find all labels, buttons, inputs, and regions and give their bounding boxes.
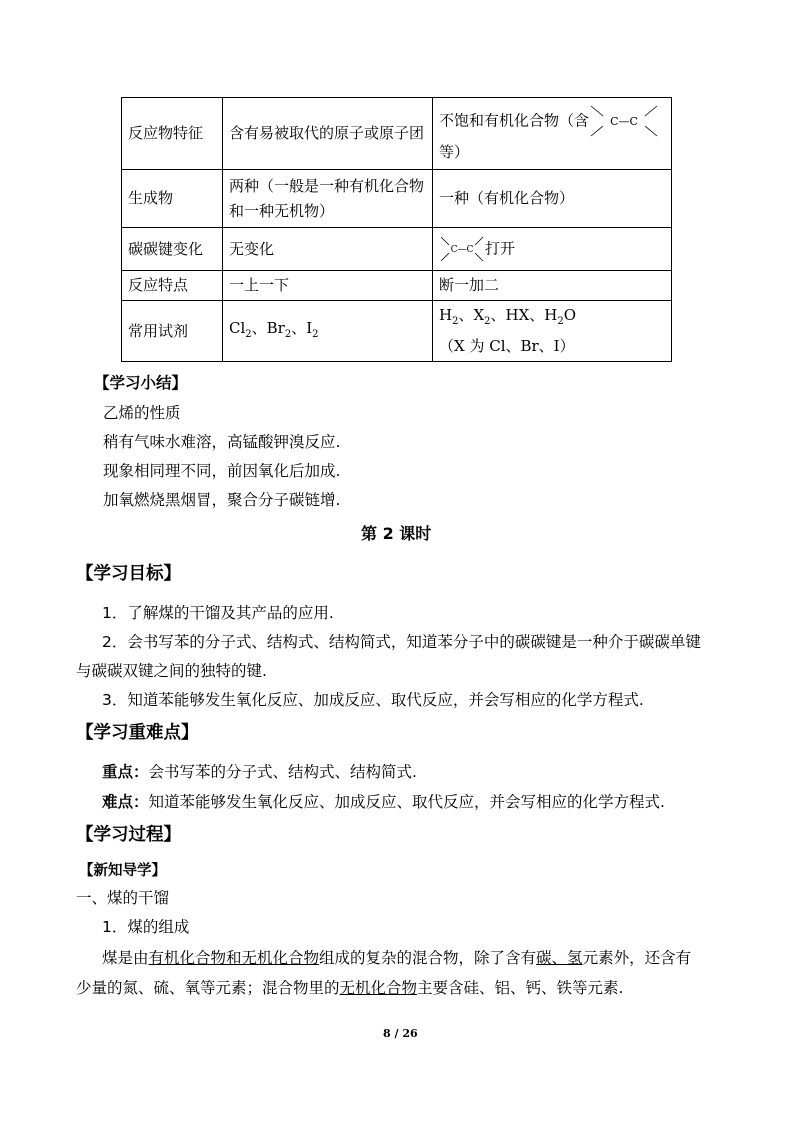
summary-line: 加氧燃烧黑烟冒，聚合分子碳链增. <box>103 491 341 509</box>
row-label: 反应特点 <box>122 271 223 301</box>
cell-substitution: 一上一下 <box>223 271 433 301</box>
cell-addition: 断一加二 <box>433 271 672 301</box>
goal-item: 1．了解煤的干馏及其产品的应用. <box>102 604 334 622</box>
goal-item: 与碳碳双键之间的独特的键. <box>76 662 267 680</box>
cell-substitution: 两种（一般是一种有机化合物和一种无机物） <box>223 170 433 228</box>
double-bond-structure-icon <box>439 234 485 264</box>
cell-addition: $H_2$、$X_2$、HX、$H_2O$ （X 为 Cl、Br、I） <box>433 301 672 362</box>
goals-title: 【学习目标】 <box>76 564 181 584</box>
table-row <box>122 170 672 228</box>
goal-item: 2．会书写苯的分子式、结构式、结构简式，知道苯分子中的碳碳键是一种介于碳碳单键 <box>102 633 701 651</box>
key-point: 重点：会书写苯的分子式、结构式、结构简式. <box>102 763 417 781</box>
row-label: 碳碳键变化 <box>122 228 223 271</box>
goal-item: 3．知道苯能够发生氧化反应、加成反应、取代反应，并会写相应的化学方程式. <box>102 691 644 709</box>
cell-substitution: $Cl_2$、$Br_2$、$I_2$ <box>223 301 433 362</box>
svg-text:C—C: C—C <box>450 245 474 255</box>
table-row <box>122 271 672 301</box>
summary-line: 稍有气味水难溶，高锰酸钾溴反应. <box>103 433 341 451</box>
cell-substitution: 含有易被取代的原子或原子团 <box>223 98 433 170</box>
comparison-table <box>121 97 672 362</box>
row-label: 常用试剂 <box>122 301 223 362</box>
process-title: 【学习过程】 <box>76 825 181 845</box>
summary-line: 现象相同理不同，前因氧化后加成. <box>103 462 341 480</box>
subsection-heading: 1．煤的组成 <box>102 918 190 936</box>
paragraph-line: 煤是由有机化合物和无机化合物组成的复杂的混合物，除了含有碳、氢元素外，还含有 <box>102 949 692 967</box>
section-heading: 一、煤的干馏 <box>76 889 170 907</box>
row-label: 生成物 <box>122 170 223 228</box>
cell-substitution: 无变化 <box>223 228 433 271</box>
difficult-point: 难点：知道苯能够发生氧化反应、加成反应、取代反应，并会写相应的化学方程式. <box>102 793 665 811</box>
table-row <box>122 228 672 271</box>
paragraph-line: 少量的氮、硫、氧等元素；混合物里的无机化合物主要含硅、铝、钙、铁等元素. <box>76 979 624 997</box>
table-row <box>122 301 672 362</box>
lesson-title: 第 2 课时 <box>361 524 432 543</box>
summary-title: 【学习小结】 <box>94 374 188 392</box>
row-label: 反应物特征 <box>122 98 223 170</box>
page-number: 8 / 26 <box>383 1027 418 1040</box>
key-title: 【学习重难点】 <box>76 723 199 743</box>
cell-addition: 一种（有机化合物） <box>433 170 672 228</box>
cell-addition: C—C 打开 <box>433 228 672 271</box>
table-row <box>122 98 672 170</box>
new-knowledge-title: 【新知导学】 <box>79 863 166 879</box>
summary-line: 乙烯的性质 <box>103 404 181 422</box>
svg-text:C—C: C—C <box>610 115 638 128</box>
double-bond-structure-icon <box>589 102 659 140</box>
cell-addition: 不饱和有机化合物（含 C—C 等） <box>433 98 672 170</box>
